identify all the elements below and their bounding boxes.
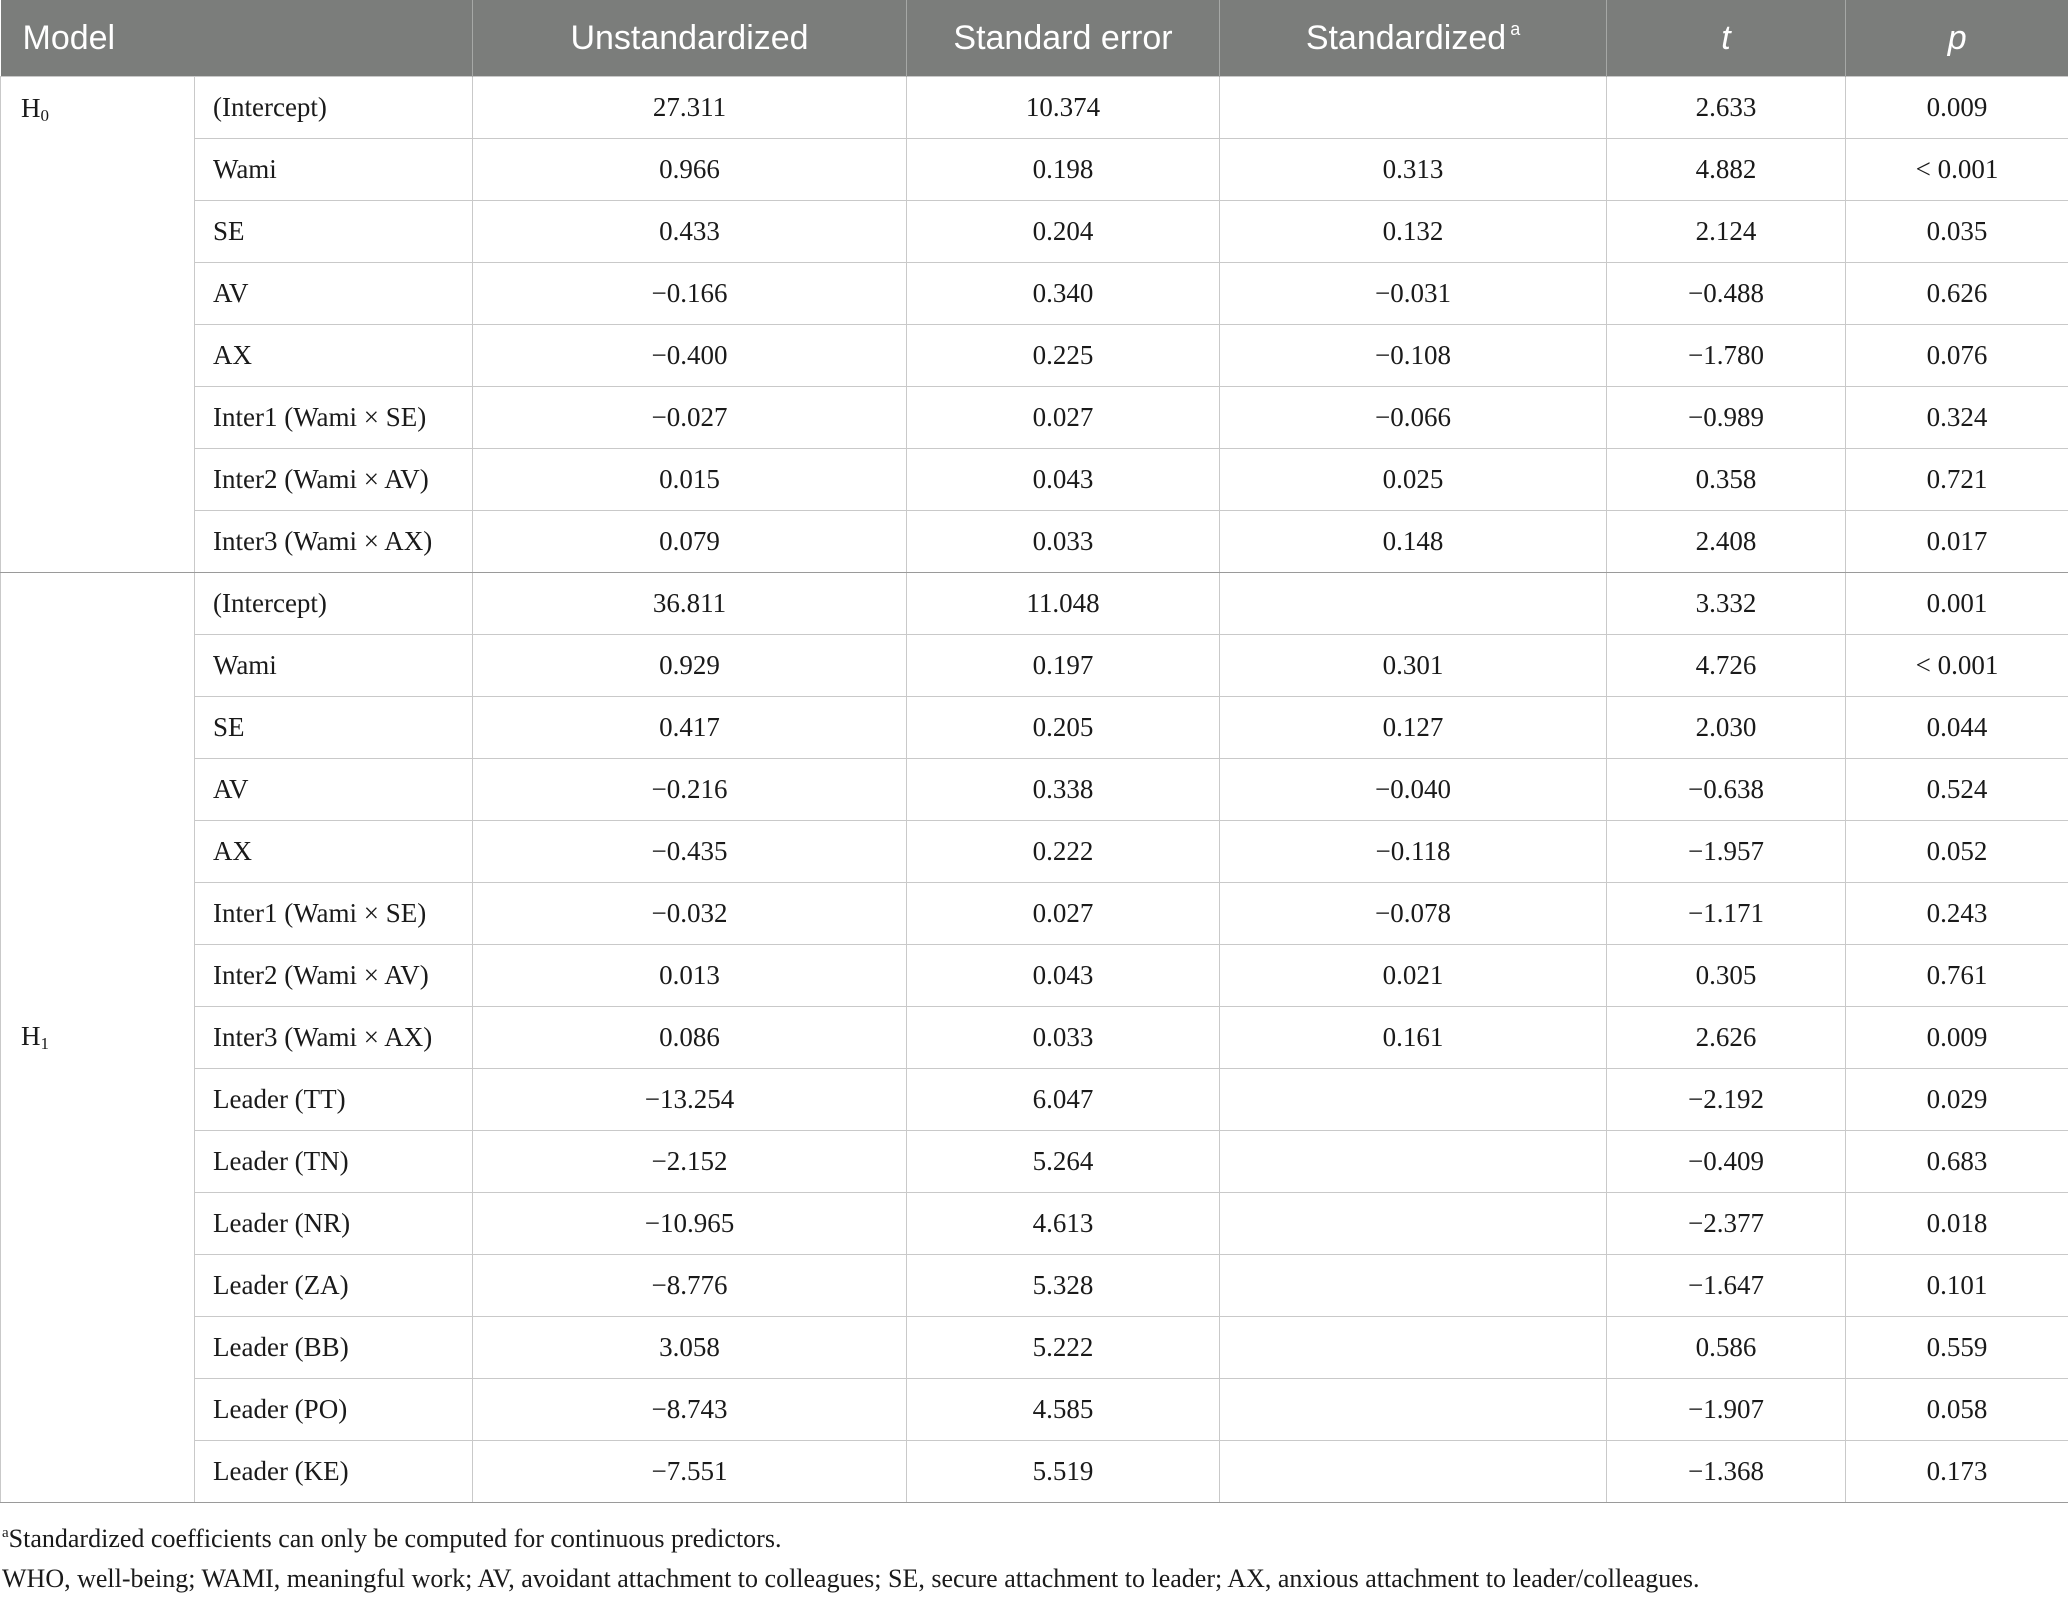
- standardized-cell: 0.301: [1220, 635, 1607, 697]
- standard-error-cell: 5.519: [907, 1441, 1220, 1503]
- table-row: [1, 635, 2068, 697]
- term-cell: Inter3 (Wami × AX): [195, 1007, 473, 1069]
- header-standardized-footnote-mark: a: [1510, 19, 1520, 39]
- unstandardized-cell: −0.400: [473, 325, 907, 387]
- term-cell: AV: [195, 263, 473, 325]
- standardized-cell: 0.127: [1220, 697, 1607, 759]
- t-value-cell: −1.647: [1607, 1255, 1846, 1317]
- p-value-cell: < 0.001: [1846, 635, 2068, 697]
- t-value-cell: 0.586: [1607, 1317, 1846, 1379]
- p-value-cell: 0.683: [1846, 1131, 2068, 1193]
- term-cell: Leader (NR): [195, 1193, 473, 1255]
- t-value-cell: −1.907: [1607, 1379, 1846, 1441]
- t-value-cell: 0.358: [1607, 449, 1846, 511]
- model-label-cell: [1, 573, 195, 1503]
- t-value-cell: 4.726: [1607, 635, 1846, 697]
- header-standardized: [1220, 0, 1607, 77]
- t-value-cell: −2.377: [1607, 1193, 1846, 1255]
- standard-error-cell: 4.585: [907, 1379, 1220, 1441]
- standard-error-cell: 4.613: [907, 1193, 1220, 1255]
- standard-error-cell: 11.048: [907, 573, 1220, 635]
- p-value-cell: 0.058: [1846, 1379, 2068, 1441]
- t-value-cell: 2.124: [1607, 201, 1846, 263]
- header-unstandardized: Unstandardized: [473, 0, 907, 77]
- standard-error-cell: 0.205: [907, 697, 1220, 759]
- table-row: [1, 1255, 2068, 1317]
- standardized-cell: [1220, 1317, 1607, 1379]
- unstandardized-cell: 0.086: [473, 1007, 907, 1069]
- term-cell: Inter2 (Wami × AV): [195, 945, 473, 1007]
- unstandardized-cell: −0.027: [473, 387, 907, 449]
- standardized-cell: 0.161: [1220, 1007, 1607, 1069]
- unstandardized-cell: −10.965: [473, 1193, 907, 1255]
- table-row: [1, 945, 2068, 1007]
- table-row: [1, 1069, 2068, 1131]
- footnote-a-mark: a: [2, 1525, 9, 1541]
- p-value-cell: 0.076: [1846, 325, 2068, 387]
- standardized-cell: −0.118: [1220, 821, 1607, 883]
- p-value-cell: 0.001: [1846, 573, 2068, 635]
- table-row: [1, 387, 2068, 449]
- p-value-cell: 0.243: [1846, 883, 2068, 945]
- unstandardized-cell: 0.015: [473, 449, 907, 511]
- unstandardized-cell: −2.152: [473, 1131, 907, 1193]
- unstandardized-cell: −0.435: [473, 821, 907, 883]
- header-row: [1, 0, 2068, 77]
- term-cell: SE: [195, 697, 473, 759]
- p-value-cell: 0.721: [1846, 449, 2068, 511]
- standardized-cell: −0.040: [1220, 759, 1607, 821]
- table-footnotes: [0, 1513, 2068, 1599]
- table-row: [1, 511, 2068, 573]
- table-row: [1, 201, 2068, 263]
- standardized-cell: −0.108: [1220, 325, 1607, 387]
- unstandardized-cell: 27.311: [473, 77, 907, 139]
- table-row: [1, 759, 2068, 821]
- standard-error-cell: 10.374: [907, 77, 1220, 139]
- p-value-cell: 0.524: [1846, 759, 2068, 821]
- unstandardized-cell: 0.079: [473, 511, 907, 573]
- unstandardized-cell: 0.013: [473, 945, 907, 1007]
- table-row: [1, 573, 2068, 635]
- table-row: [1, 1131, 2068, 1193]
- table-row: [1, 77, 2068, 139]
- standardized-cell: 0.132: [1220, 201, 1607, 263]
- table-row: [1, 821, 2068, 883]
- term-cell: Leader (KE): [195, 1441, 473, 1503]
- term-cell: AX: [195, 325, 473, 387]
- t-value-cell: −1.780: [1607, 325, 1846, 387]
- header-t: t: [1607, 0, 1846, 77]
- p-value-cell: 0.626: [1846, 263, 2068, 325]
- standard-error-cell: 0.225: [907, 325, 1220, 387]
- standard-error-cell: 0.033: [907, 1007, 1220, 1069]
- t-value-cell: 0.305: [1607, 945, 1846, 1007]
- standardized-cell: [1220, 1131, 1607, 1193]
- term-cell: Leader (PO): [195, 1379, 473, 1441]
- unstandardized-cell: −8.776: [473, 1255, 907, 1317]
- t-value-cell: −0.409: [1607, 1131, 1846, 1193]
- p-value-cell: 0.035: [1846, 201, 2068, 263]
- header-standardized-label: Standardized: [1306, 19, 1506, 57]
- table-header: [1, 0, 2068, 77]
- footnote-abbreviations: WHO, well-being; WAMI, meaningful work; AV, avoidant attachment to colleagues; SE, secure attachment to leader; AX, anxious attachment to leader/colleagues.: [2, 1559, 2068, 1599]
- term-cell: Inter3 (Wami × AX): [195, 511, 473, 573]
- t-value-cell: 2.408: [1607, 511, 1846, 573]
- t-value-cell: −0.989: [1607, 387, 1846, 449]
- table-row: [1, 325, 2068, 387]
- footnote-a-text: Standardized coefficients can only be computed for continuous predictors.: [9, 1524, 782, 1553]
- t-value-cell: −0.638: [1607, 759, 1846, 821]
- p-value-cell: 0.052: [1846, 821, 2068, 883]
- term-cell: (Intercept): [195, 77, 473, 139]
- standard-error-cell: 0.204: [907, 201, 1220, 263]
- term-cell: Inter1 (Wami × SE): [195, 387, 473, 449]
- p-value-cell: 0.101: [1846, 1255, 2068, 1317]
- p-value-cell: < 0.001: [1846, 139, 2068, 201]
- unstandardized-cell: −0.032: [473, 883, 907, 945]
- t-value-cell: 3.332: [1607, 573, 1846, 635]
- p-value-cell: 0.029: [1846, 1069, 2068, 1131]
- model-label: H: [21, 93, 41, 123]
- unstandardized-cell: −7.551: [473, 1441, 907, 1503]
- table-row: [1, 139, 2068, 201]
- standardized-cell: 0.021: [1220, 945, 1607, 1007]
- table-row: [1, 697, 2068, 759]
- standard-error-cell: 5.264: [907, 1131, 1220, 1193]
- standard-error-cell: 6.047: [907, 1069, 1220, 1131]
- term-cell: Wami: [195, 635, 473, 697]
- t-value-cell: −1.171: [1607, 883, 1846, 945]
- standardized-cell: 0.025: [1220, 449, 1607, 511]
- standardized-cell: [1220, 1379, 1607, 1441]
- standardized-cell: −0.031: [1220, 263, 1607, 325]
- unstandardized-cell: 36.811: [473, 573, 907, 635]
- standardized-cell: [1220, 1069, 1607, 1131]
- t-value-cell: −0.488: [1607, 263, 1846, 325]
- unstandardized-cell: 0.433: [473, 201, 907, 263]
- unstandardized-cell: 0.929: [473, 635, 907, 697]
- table-row: [1, 883, 2068, 945]
- model-label-subscript: 1: [41, 1034, 50, 1053]
- p-value-cell: 0.044: [1846, 697, 2068, 759]
- table-row: [1, 1193, 2068, 1255]
- footnote-a: [2, 1513, 2068, 1559]
- standard-error-cell: 0.033: [907, 511, 1220, 573]
- table-row: [1, 1379, 2068, 1441]
- term-cell: Leader (TN): [195, 1131, 473, 1193]
- term-cell: Leader (ZA): [195, 1255, 473, 1317]
- standardized-cell: 0.148: [1220, 511, 1607, 573]
- p-value-cell: 0.761: [1846, 945, 2068, 1007]
- standardized-cell: 0.313: [1220, 139, 1607, 201]
- standardized-cell: −0.078: [1220, 883, 1607, 945]
- standard-error-cell: 0.027: [907, 883, 1220, 945]
- t-value-cell: 2.626: [1607, 1007, 1846, 1069]
- model-label-cell: [1, 77, 195, 573]
- t-value-cell: −1.957: [1607, 821, 1846, 883]
- header-p: p: [1846, 0, 2068, 77]
- standard-error-cell: 0.340: [907, 263, 1220, 325]
- standard-error-cell: 0.043: [907, 945, 1220, 1007]
- standardized-cell: [1220, 1193, 1607, 1255]
- t-value-cell: 4.882: [1607, 139, 1846, 201]
- standardized-cell: [1220, 573, 1607, 635]
- standard-error-cell: 0.198: [907, 139, 1220, 201]
- term-cell: Leader (BB): [195, 1317, 473, 1379]
- p-value-cell: 0.324: [1846, 387, 2068, 449]
- p-value-cell: 0.009: [1846, 77, 2068, 139]
- term-cell: SE: [195, 201, 473, 263]
- standard-error-cell: 0.027: [907, 387, 1220, 449]
- term-cell: Inter2 (Wami × AV): [195, 449, 473, 511]
- table-row: [1, 1007, 2068, 1069]
- p-value-cell: 0.173: [1846, 1441, 2068, 1503]
- unstandardized-cell: −13.254: [473, 1069, 907, 1131]
- term-cell: Wami: [195, 139, 473, 201]
- standard-error-cell: 0.043: [907, 449, 1220, 511]
- p-value-cell: 0.559: [1846, 1317, 2068, 1379]
- header-model: Model: [1, 0, 473, 77]
- table-row: [1, 263, 2068, 325]
- unstandardized-cell: 0.417: [473, 697, 907, 759]
- t-value-cell: 2.030: [1607, 697, 1846, 759]
- header-standard-error: Standard error: [907, 0, 1220, 77]
- term-cell: Inter1 (Wami × SE): [195, 883, 473, 945]
- term-cell: AV: [195, 759, 473, 821]
- unstandardized-cell: −0.216: [473, 759, 907, 821]
- model-label-subscript: 0: [41, 106, 50, 125]
- standardized-cell: [1220, 77, 1607, 139]
- table-row: [1, 449, 2068, 511]
- standard-error-cell: 0.338: [907, 759, 1220, 821]
- standard-error-cell: 5.222: [907, 1317, 1220, 1379]
- table-row: [1, 1317, 2068, 1379]
- standardized-cell: −0.066: [1220, 387, 1607, 449]
- unstandardized-cell: 0.966: [473, 139, 907, 201]
- unstandardized-cell: 3.058: [473, 1317, 907, 1379]
- p-value-cell: 0.009: [1846, 1007, 2068, 1069]
- standard-error-cell: 0.197: [907, 635, 1220, 697]
- term-cell: Leader (TT): [195, 1069, 473, 1131]
- table-body: [1, 77, 2068, 1503]
- standard-error-cell: 5.328: [907, 1255, 1220, 1317]
- p-value-cell: 0.017: [1846, 511, 2068, 573]
- t-value-cell: 2.633: [1607, 77, 1846, 139]
- unstandardized-cell: −8.743: [473, 1379, 907, 1441]
- term-cell: AX: [195, 821, 473, 883]
- table-row: [1, 1441, 2068, 1503]
- term-cell: (Intercept): [195, 573, 473, 635]
- t-value-cell: −1.368: [1607, 1441, 1846, 1503]
- model-label: H: [21, 1021, 41, 1051]
- standardized-cell: [1220, 1255, 1607, 1317]
- unstandardized-cell: −0.166: [473, 263, 907, 325]
- p-value-cell: 0.018: [1846, 1193, 2068, 1255]
- t-value-cell: −2.192: [1607, 1069, 1846, 1131]
- standardized-cell: [1220, 1441, 1607, 1503]
- standard-error-cell: 0.222: [907, 821, 1220, 883]
